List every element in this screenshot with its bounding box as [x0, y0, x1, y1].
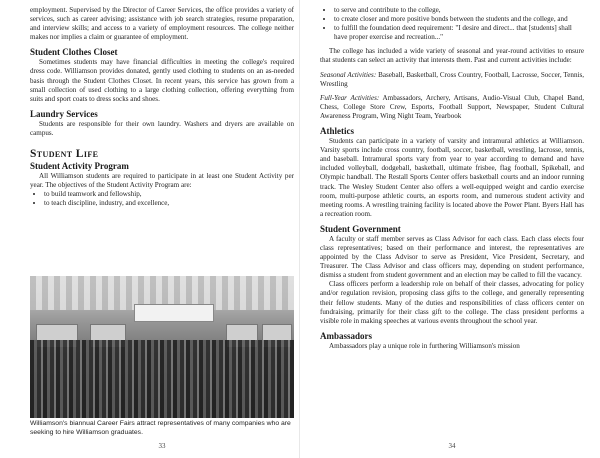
- athletics-text: Students can participate in a variety of varsity and intramural athletics at Williamson. Varsity sports include cross country, football, soccer, basketball, wrestling, lacrosse, tennis, and baseball. Intramural sports vary from year to year according to demand and have included volleyball, dodgeball, basketball, ultimate frisbee, flag football, Spikeball, and Olympic handball. The Restall Sports Center offers basketball courts and an indoor running track. The Wesley Student Center also offers a well-equipped weight and cardio exercise room, multi-purpose athletic courts, an esports room, and numerous student activity and meeting rooms. A wrestling training facility is located above the Power Plant. Byers Hall has a recreation room.: [320, 137, 584, 218]
- student-life-section-title: Student Life: [30, 148, 99, 161]
- full-year-list: Ambassadors, Archery, Artisans, Audio-Visual Club, Chapel Band, Chess, College Store Crew, Esports, Football Support, Newspaper, Student Cultural Awareness Program, Wing Night Team, Yearbook: [320, 93, 584, 120]
- athletics-heading: Athletics: [320, 126, 354, 137]
- activity-program-text: All Williamson students are required to participate in at least one Student Activity per year. The objectives of the Student Activity Program are:: [30, 172, 294, 190]
- student-government-text-1: A faculty or staff member serves as Class Advisor for each class. Each class elects four class representatives; based on their performance and interest, the representatives are appointed by the Class Advisor to serve as President, Vice President, Secretary, and Treasurer. The Class Advisor and class officers may, depending on student performance, dismiss a student from student government and an election may be called to fill the vacancy.: [320, 234, 584, 280]
- page-fold: [299, 0, 300, 458]
- right-page: [320, 6, 584, 452]
- activity-program-heading: Student Activity Program: [30, 161, 129, 172]
- photo-caption: Williamson's biannual Career Fairs attract representatives of many companies who are seeking to hire Williamson graduates.: [30, 420, 291, 436]
- seasonal-list: Baseball, Basketball, Cross Country, Football, Lacrosse, Soccer, Tennis, Wrestling: [320, 70, 584, 88]
- objectives-list-continued: [320, 6, 584, 42]
- activities-intro-text: The college has included a wide variety of seasonal and year-round activities to ensure that students can select an activity that interests them. Past and current activities include:: [320, 47, 584, 65]
- student-government-heading: Student Government: [320, 223, 401, 234]
- list-item: • to create closer and more positive bonds between the students and the college, and: [334, 15, 584, 24]
- career-services-text: employment. Supervised by the Director of Career Services, the office provides a variety of services, such as career advising; assistance with job search strategies, resume preparation, and interview skills; and access to a variety of employment resources. The college neither makes nor implies a claim or guarantee of employment.: [30, 6, 294, 42]
- list-item: • to teach discipline, industry, and excellence,: [44, 199, 294, 208]
- full-year-activities: [320, 94, 584, 121]
- page-number-right: 34: [448, 442, 456, 450]
- ambassadors-heading: Ambassadors: [320, 330, 373, 341]
- seasonal-label: Seasonal Activities:: [320, 70, 377, 79]
- left-page: [30, 6, 294, 452]
- page-number-left: 33: [158, 442, 166, 450]
- list-item: • to build teamwork and fellowship,: [44, 190, 294, 199]
- laundry-heading: Laundry Services: [30, 108, 98, 119]
- laundry-text: Students are responsible for their own laundry. Washers and dryers are available on campus.: [30, 119, 294, 137]
- career-fair-photo: [30, 276, 294, 418]
- student-government-text-2: Class officers perform a leadership role on behalf of their classes, advocating for policy and/or regulation revision, proposing class gifts to the college, and generally representing their fellow students. Many of the duties and responsibilities of class officers center on fundraising, primarily for their class gift to the college. The class president performs a visible role in making speeches at various events throughout the school year.: [320, 280, 584, 325]
- list-item: • to fulfill the foundation deed requirement: "I desire and direct... that [students] shall have proper exercise and recreation...": [334, 24, 584, 42]
- list-item: • to serve and contribute to the college,: [334, 6, 584, 15]
- clothes-closet-text: Sometimes students may have financial difficulties in meeting the college's required dress code. Williamson provides donated, gently used clothing to students on an as-needed basis through the Student Clothes Closet. In recent years, this service has grown from a small collection of used clothing to a large clothing collection, offering everything from suits and sport coats to dress socks and shoes.: [30, 58, 294, 103]
- objectives-list: [30, 190, 294, 208]
- full-year-label: Full-Year Activities:: [320, 93, 380, 102]
- clothes-closet-heading: Student Clothes Closet: [30, 47, 118, 58]
- seasonal-activities: [320, 71, 584, 89]
- ambassadors-text: Ambassadors play a unique role in furthering Williamson's mission: [329, 341, 520, 350]
